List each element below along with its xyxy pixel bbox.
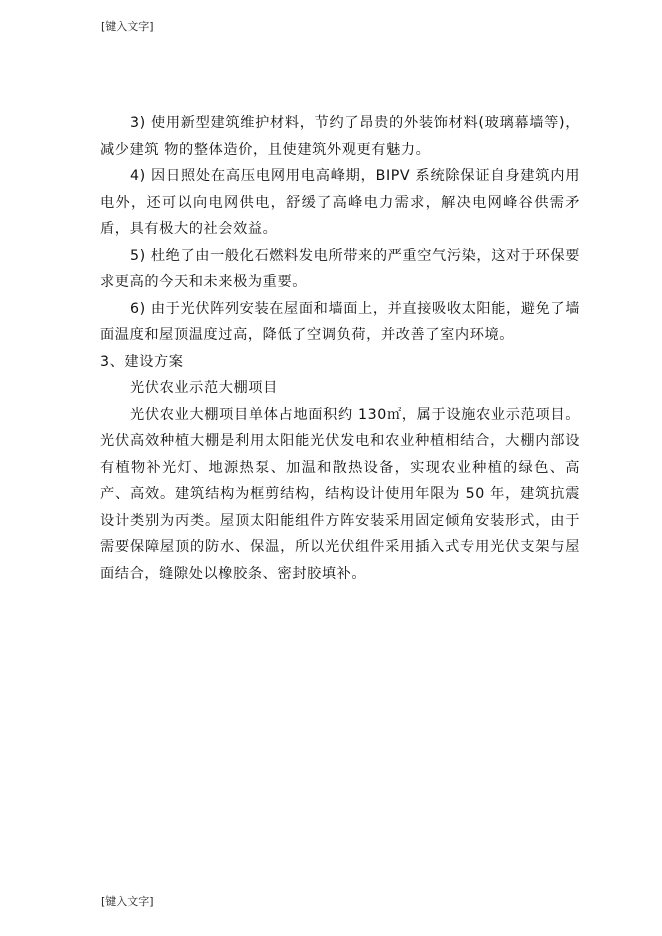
header-placeholder[interactable]: [键入文字] [101, 20, 154, 33]
paragraph-project-description: 光伏农业大棚项目单体占地面积约 130㎡，属于设施农业示范项目。光伏高效种植大棚是利用太阳能光伏发电和农业种植相结合，大棚内部设有植物补光灯、地源热泵、加温和散热设备，实现农业种植的绿色、高产、高效。建筑结构为框剪结构，结构设计使用年限为 50 年，建筑抗震设计类别为丙类。屋顶太阳能组件方阵安装采用固定倾角安装形式，由于需要保障屋顶的防水、保温，所以光伏组件采用插入式专用光伏支架与屋面结合，缝隙处以橡胶条、密封胶填补。 [100, 406, 580, 582]
paragraph-point-5: 5) 杜绝了由一般化石燃料发电所带来的严重空气污染，这对于环保要求更高的今天和未来极为重要。 [100, 247, 580, 290]
body-text [100, 110, 580, 587]
section-heading: 3、建设方案 [100, 353, 184, 370]
subsection-heading: 光伏农业示范大棚项目 [130, 380, 278, 396]
paragraph-point-3: 3) 使用新型建筑维护材料，节约了昂贵的外装饰材料(玻璃幕墙等)，减少建筑 物的整体造价，且使建筑外观更有魅力。 [100, 115, 580, 158]
footer-placeholder[interactable]: [键入文字] [101, 895, 154, 908]
paragraph-point-6: 6) 由于光伏阵列安装在屋面和墙面上，并直接吸收太阳能，避免了墙面温度和屋顶温度过高，降低了空调负荷，并改善了室内环境。 [100, 300, 580, 343]
paragraph-point-4: 4) 因日照处在高压电网用电高峰期，BIPV 系统除保证自身建筑内用电外，还可以向电网供电，舒缓了高峰电力需求，解决电网峰谷供需矛盾，具有极大的社会效益。 [100, 168, 580, 237]
